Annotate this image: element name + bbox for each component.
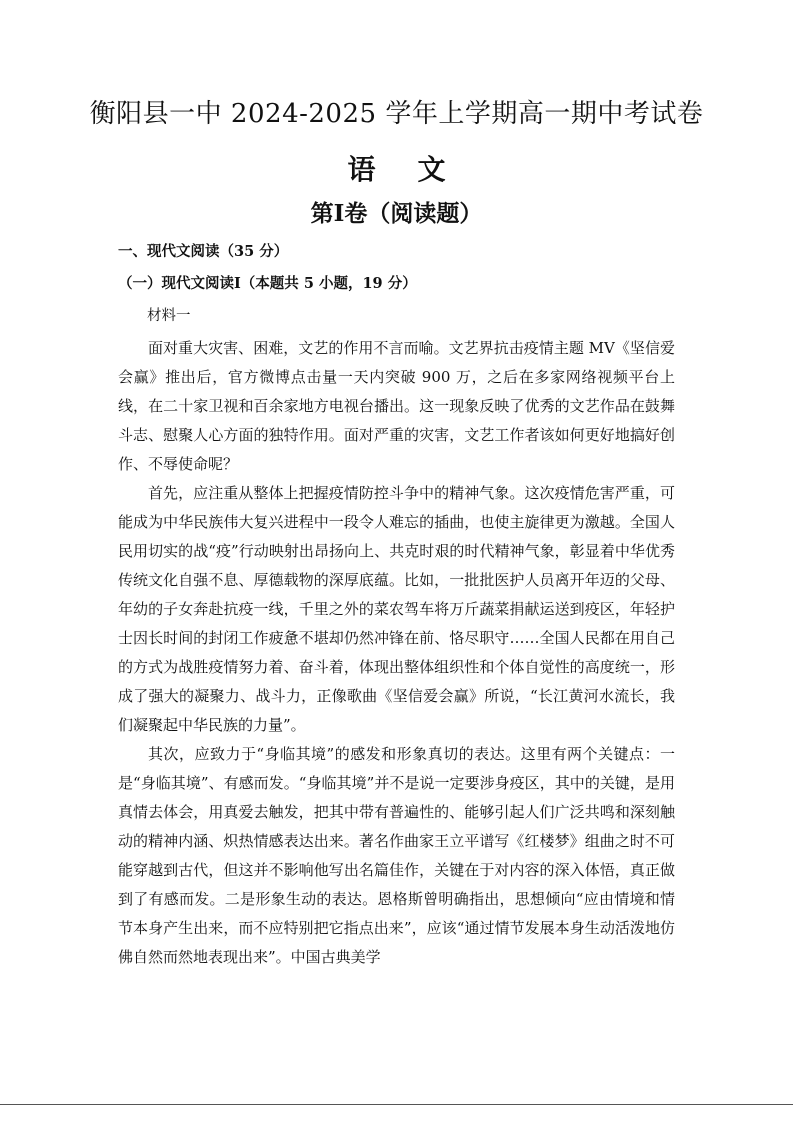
page-bottom-divider bbox=[0, 1104, 793, 1105]
material-label: 材料一 bbox=[147, 308, 191, 324]
paragraph-1: 面对重大灾害、困难，文艺的作用不言而喻。文艺界抗击疫情主题 MV《坚信爱会赢》推出后，官方微博点击量一天内突破 900 万，之后在多家网络视频平台上线，在二十家卫视和百余家地方电视台播出。这一现象反映了优秀的文艺作品在鼓舞斗志、慰聚人心方面的独特作用。面对严重的灾害，文艺工作者该如何更好地搞好创作、不辱使命呢？ bbox=[118, 339, 675, 473]
paragraph-2: 首先，应注重从整体上把握疫情防控斗争中的精神气象。这次疫情危害严重，可能成为中华民族伟大复兴进程中一段令人难忘的插曲，也使主旋律更为激越。全国人民用切实的战“疫”行动映射出昂扬向上、共克时艰的时代精神气象，彰显着中华优秀传统文化自强不息、厚德载物的深厚底蕴。比如，一批批医护人员离开年迈的父母、年幼的子女奔赴抗疫一线，千里之外的菜农驾车将万斤蔬菜捐献运送到疫区，年轻护士因长时间的封闭工作疲惫不堪却仍然冲锋在前、恪尽职守……全国人民都在用自己的方式为战胜疫情努力着、奋斗着，体现出整体组织性和个体自觉性的高度统一，形成了强大的凝聚力、战斗力，正像歌曲《坚信爱会赢》所说，“长江黄河水流长，我们凝聚起中华民族的力量”。 bbox=[118, 484, 675, 734]
subject-title bbox=[0, 152, 793, 188]
reading-passage bbox=[118, 334, 675, 972]
subject-char-2: 文 bbox=[417, 153, 446, 186]
volume-title: 第Ⅰ卷（阅读题） bbox=[310, 200, 483, 227]
exam-title: 衡阳县一中 2024-2025 学年上学期高一期中考试卷 bbox=[89, 99, 704, 129]
subject-char-1: 语 bbox=[347, 153, 376, 186]
sub-section-heading: （一）现代文阅读Ⅰ（本题共 5 小题，19 分） bbox=[118, 275, 417, 292]
section-heading: 一、现代文阅读（35 分） bbox=[118, 243, 289, 260]
paragraph-3: 其次，应致力于“身临其境”的感发和形象真切的表达。这里有两个关键点：一是“身临其境”、有感而发。“身临其境”并不是说一定要涉身疫区，其中的关键，是用真情去体会，用真爱去触发，把其中带有普遍性的、能够引起人们广泛共鸣和深刻触动的精神内涵、炽热情感表达出来。著名作曲家王立平谱写《红楼梦》组曲之时不可能穿越到古代，但这并不影响他写出名篇佳作，关键在于对内容的深入体悟，真正做到了有感而发。二是形象生动的表达。恩格斯曾明确指出，思想倾向“应由情境和情节本身产生出来，而不应特别把它指点出来”，应该“通过情节发展本身生动活泼地仿佛自然而然地表现出来”。中国古典美学 bbox=[118, 745, 675, 966]
